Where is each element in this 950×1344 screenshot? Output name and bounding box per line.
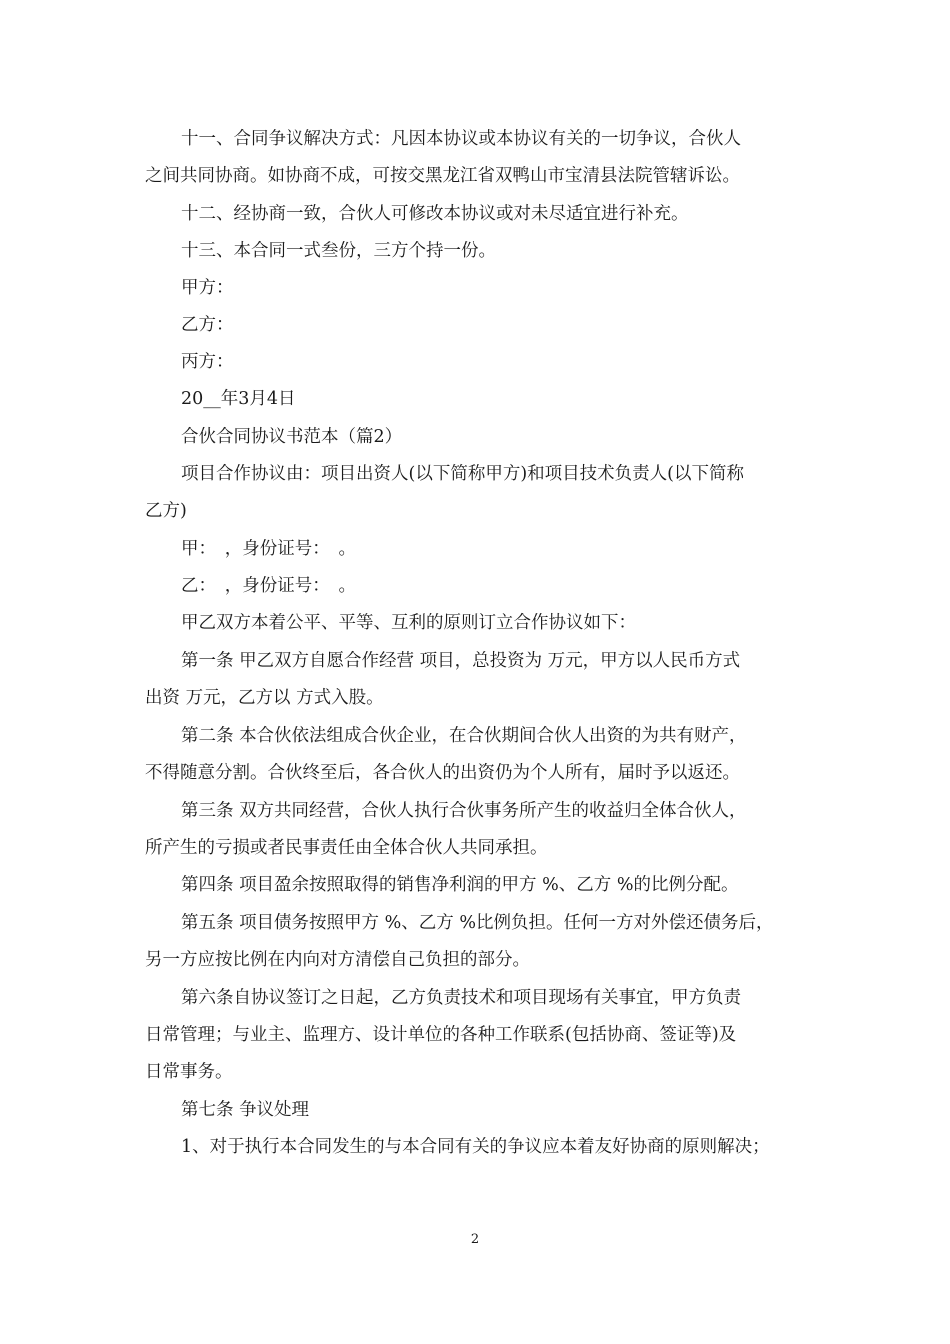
clause-11-line-2: 之间共同协商。如协商不成，可按交黑龙江省双鸭山市宝清县法院管辖诉讼。 — [145, 166, 740, 186]
agreement-intro: 甲乙双方本着公平、平等、互利的原则订立合作协议如下： — [181, 613, 636, 633]
article-4: 第四条 项目盈余按照取得的销售净利润的甲方 %、乙方 %的比例分配。 — [181, 875, 739, 895]
party-a-signature-label: 甲方： — [181, 278, 234, 298]
article-7-heading: 第七条 争议处理 — [181, 1100, 310, 1120]
section-title-part-2: 合伙合同协议书范本（篇2） — [181, 427, 403, 447]
article-6-line-2: 日常管理；与业主、监理方、设计单位的各种工作联系(包括协商、签证等)及 — [145, 1025, 737, 1045]
clause-11-line-1: 十一、合同争议解决方式：凡因本协议或本协议有关的一切争议，合伙人 — [181, 129, 741, 149]
party-b-id-line: 乙： ，身份证号： 。 — [181, 576, 356, 596]
article-5-line-2: 另一方应按比例在内向对方清偿自己负担的部分。 — [145, 950, 530, 970]
article-2-line-2: 不得随意分割。合伙终至后，各合伙人的出资仍为个人所有，届时予以返还。 — [145, 763, 740, 783]
article-1-line-1: 第一条 甲乙双方自愿合作经营 项目，总投资为 万元，甲方以人民币方式 — [181, 651, 741, 671]
article-3-line-2: 所产生的亏损或者民事责任由全体合伙人共同承担。 — [145, 838, 548, 858]
article-2-line-1: 第二条 本合伙依法组成合伙企业，在合伙期间合伙人出资的为共有财产， — [181, 726, 747, 746]
article-6-line-3: 日常事务。 — [145, 1062, 233, 1082]
article-3-line-1: 第三条 双方共同经营，合伙人执行合伙事务所产生的收益归全体合伙人， — [181, 801, 747, 821]
page-number: 2 — [470, 1232, 480, 1247]
clause-13: 十三、本合同一式叁份，三方个持一份。 — [181, 241, 496, 261]
party-b-signature-label: 乙方： — [181, 315, 234, 335]
party-c-signature-label: 丙方： — [181, 352, 234, 372]
clause-12: 十二、经协商一致，合伙人可修改本协议或对未尽适宜进行补充。 — [181, 204, 689, 224]
article-7-item-1: 1、对于执行本合同发生的与本合同有关的争议应本着友好协商的原则解决； — [181, 1137, 770, 1157]
preamble-line-2: 乙方) — [145, 501, 187, 521]
preamble-line-1: 项目合作协议由：项目出资人(以下简称甲方)和项目技术负责人(以下简称 — [181, 464, 744, 484]
article-5-line-1: 第五条 项目债务按照甲方 %、乙方 %比例负担。任何一方对外偿还债务后， — [181, 913, 774, 933]
article-6-line-1: 第六条自协议签订之日起，乙方负责技术和项目现场有关事宜，甲方负责 — [181, 988, 741, 1008]
contract-date: 20__年3月4日 — [181, 389, 296, 409]
article-1-line-2: 出资 万元，乙方以 方式入股。 — [145, 688, 384, 708]
party-a-id-line: 甲： ，身份证号： 。 — [181, 539, 356, 559]
